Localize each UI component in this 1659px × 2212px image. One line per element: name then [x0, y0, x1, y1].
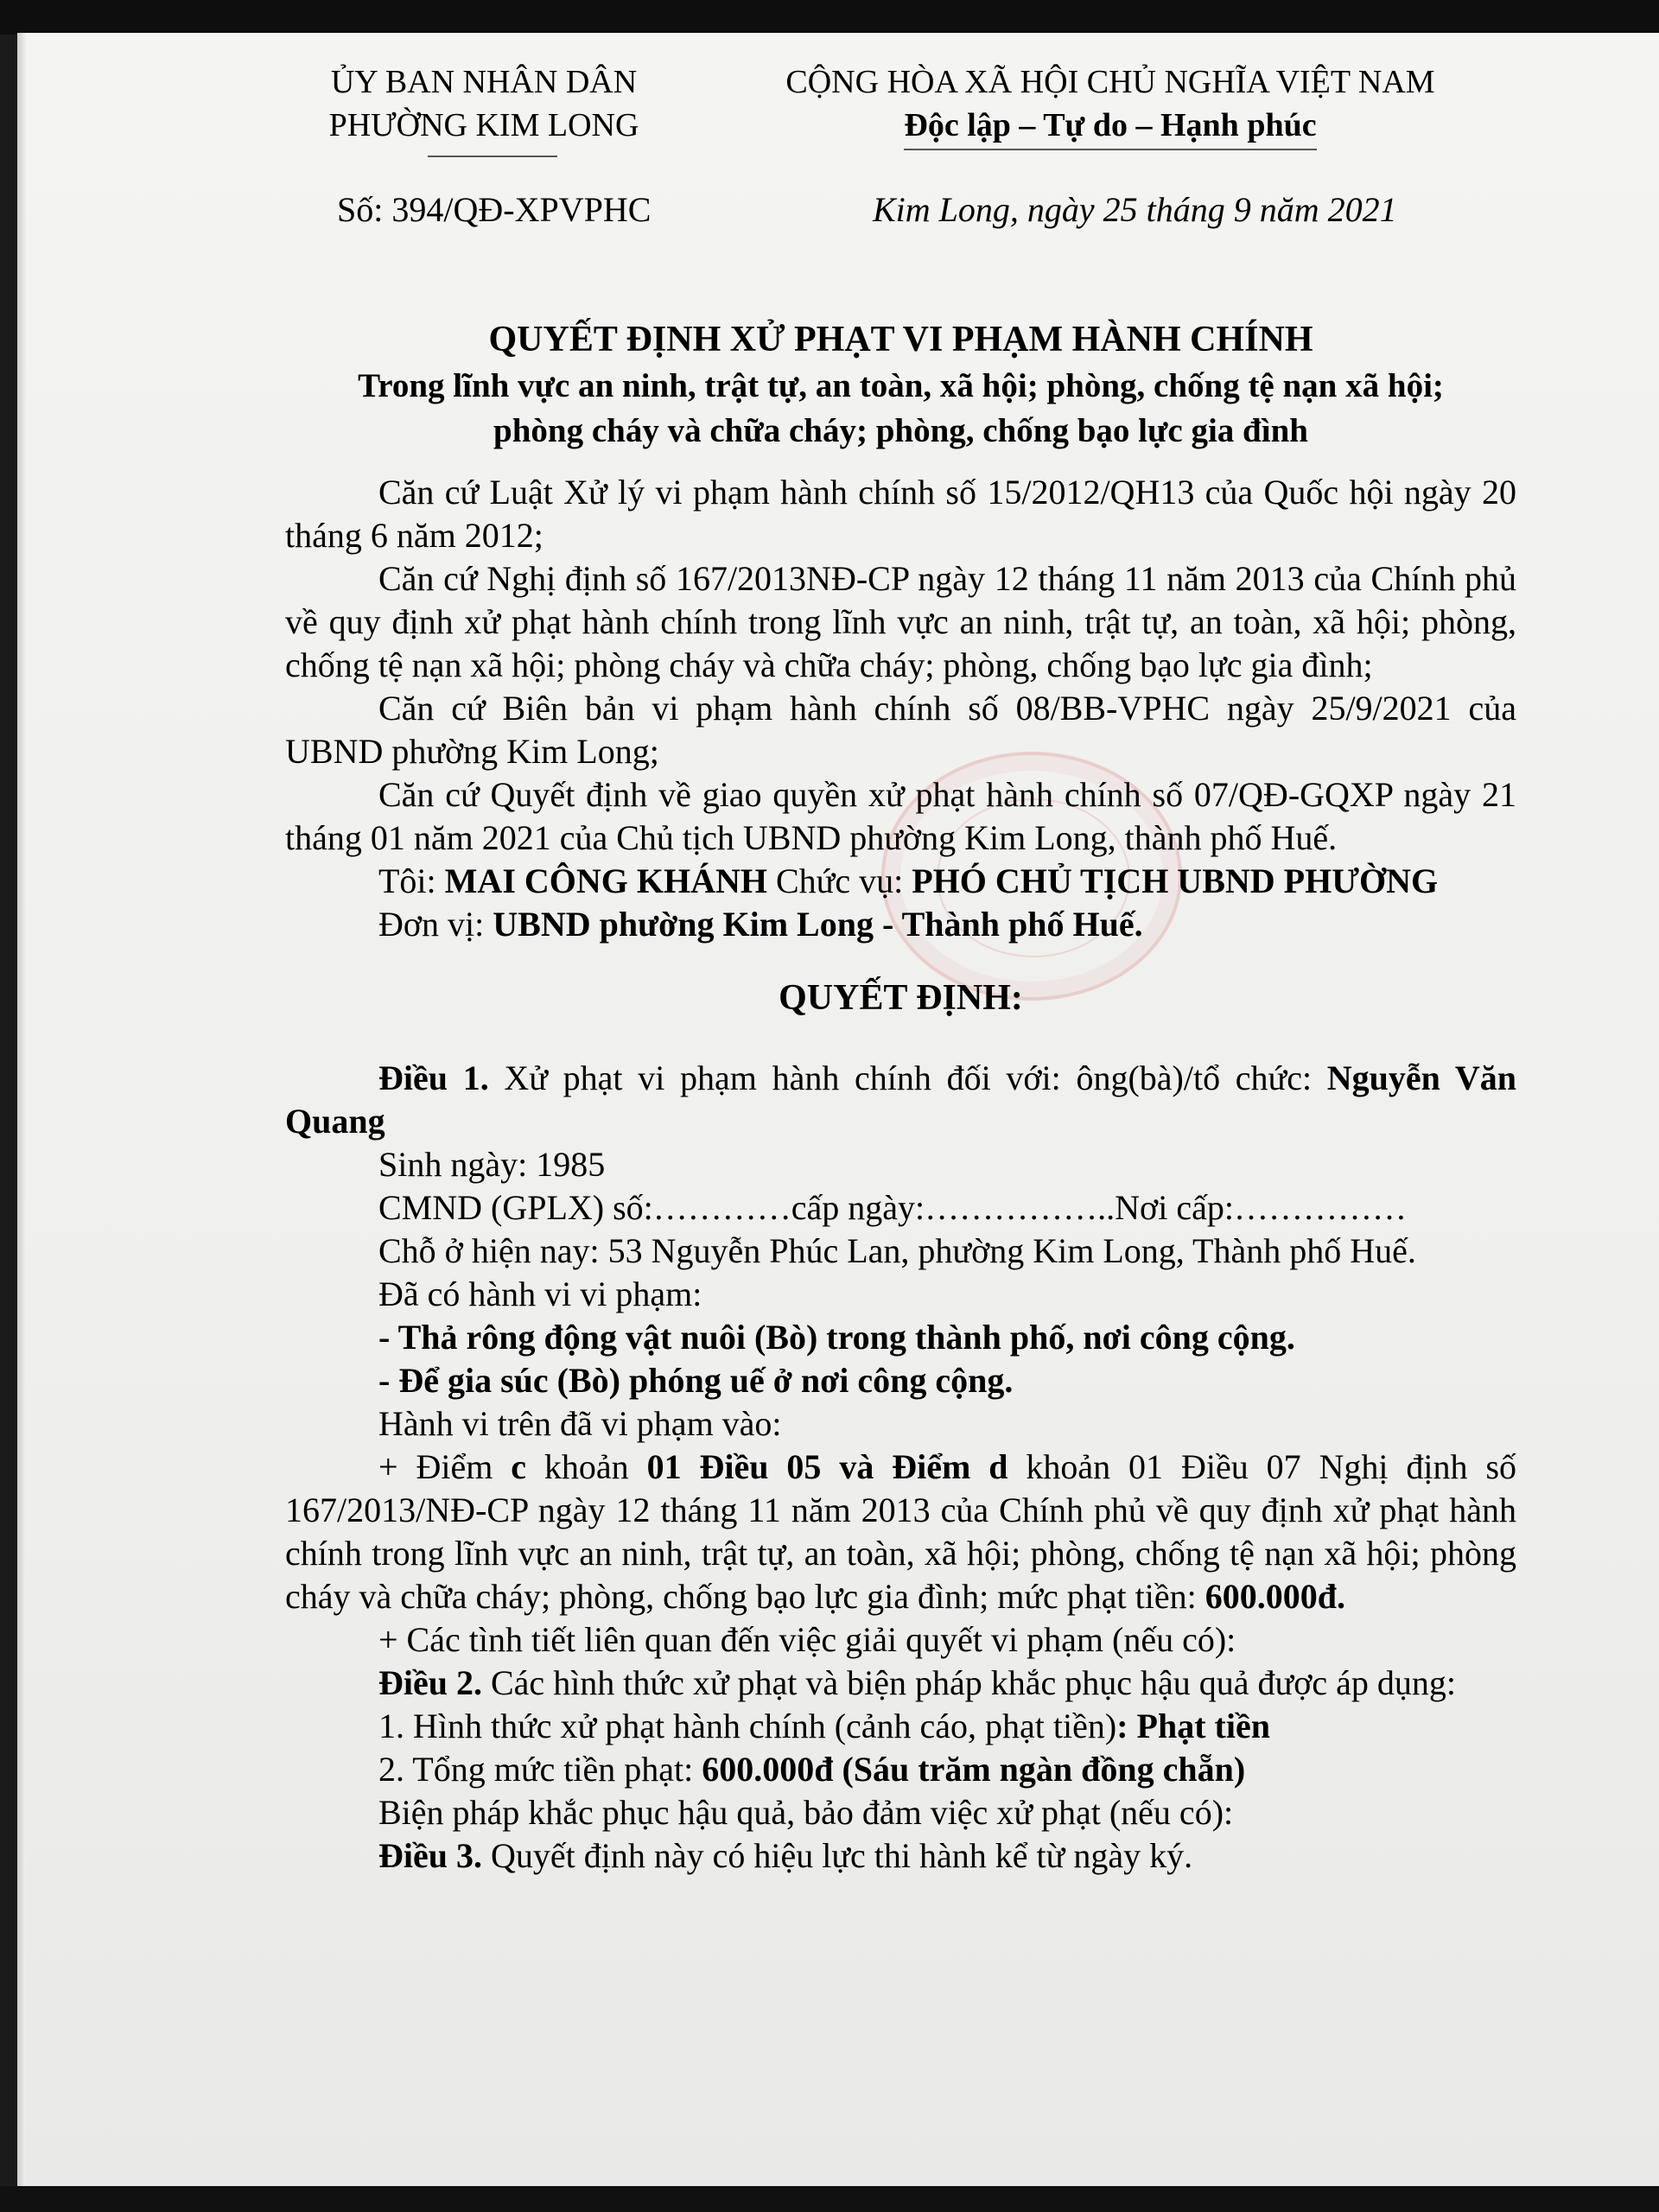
total-fine-label: 2. Tổng mức tiền phạt: [378, 1750, 702, 1789]
article-1-intro [285, 1057, 1516, 1143]
reference-number: Số: 394/QĐ-XPVPHC [337, 190, 652, 229]
legal-provision [285, 1446, 1516, 1618]
document-subtitle-line-1: Trong lĩnh vực an ninh, trật tự, an toàn, xã hội; phòng, chống tệ nạn xã hội; [358, 367, 1444, 404]
article-05-point-d: Điều 05 và Điểm d [699, 1447, 1008, 1486]
document-body [285, 471, 1516, 1878]
article-2-item-1 [285, 1705, 1516, 1748]
place-and-date: Kim Long, ngày 25 tháng 9 năm 2021 [873, 190, 1397, 229]
legal-basis-4: Căn cứ Quyết định về giao quyền xử phạt hành chính số 07/QĐ-GQXP ngày 21 tháng 01 năm 2021 của Chủ tịch UBND phường Kim Long, thành phố Huế. [285, 775, 1516, 857]
article-3-text: Quyết định này có hiệu lực thi hành kể từ ngày ký. [482, 1836, 1193, 1875]
officer-unit: UBND phường Kim Long - Thành phố Huế. [493, 905, 1143, 944]
legal-basis-2: Căn cứ Nghị định số 167/2013NĐ-CP ngày 12 tháng 11 năm 2013 của Chính phủ về quy định xử phạt hành chính trong lĩnh vực an ninh, trật tự, an toàn, xã hội; phòng, chống tệ nạn xã hội; phòng cháy và chữa cháy; phòng, chống bạo lực gia đình; [285, 559, 1516, 684]
article-2-item-2 [285, 1748, 1516, 1791]
national-title: CỘNG HÒA XÃ HỘI CHỦ NGHĨA VIỆT NAM [785, 64, 1435, 100]
national-motto: Độc lập – Tự do – Hạnh phúc [904, 104, 1316, 150]
officer-position: PHÓ CHỦ TỊCH UBND PHƯỜNG [912, 861, 1439, 900]
officer-position-label: Chức vụ: [767, 861, 912, 900]
total-fine-value: 600.000đ (Sáu trăm ngàn đồng chẵn) [702, 1750, 1246, 1789]
legal-prefix: + Điểm [378, 1447, 512, 1486]
violation-item-2: - Để gia súc (Bò) phóng uế ở nơi công cộng. [378, 1361, 1014, 1400]
article-spacer [682, 1447, 700, 1486]
penalty-form-value: : Phạt tiền [1116, 1707, 1270, 1745]
violator-birth: Sinh ngày: 1985 [378, 1145, 606, 1184]
agency-line-1: ỦY BAN NHÂN DÂN [330, 64, 638, 100]
document-title: QUYẾT ĐỊNH XỬ PHẠT VI PHẠM HÀNH CHÍNH [488, 320, 1313, 359]
agency-line-2: PHƯỜNG KIM LONG [328, 107, 639, 143]
top-background-edge [0, 0, 1659, 35]
article-1-text: Xử phạt vi phạm hành chính đối với: ông(bà)/tổ chức: [488, 1058, 1327, 1097]
page-left-edge-shadow [17, 33, 26, 2193]
clause-01: 01 [646, 1447, 682, 1486]
breach-intro: Hành vi trên đã vi phạm vào: [378, 1404, 782, 1443]
violation-item-1: - Thả rông động vật nuôi (Bò) trong thành phố, nơi công cộng. [378, 1318, 1295, 1357]
legal-basis-3: Căn cứ Biên bản vi phạm hành chính số 08/BB-VPHC ngày 25/9/2021 của UBND phường Kim Long; [285, 689, 1516, 771]
article-3 [285, 1834, 1516, 1878]
related-circumstances: + Các tình tiết liên quan đến việc giải quyết vi phạm (nếu có): [378, 1620, 1236, 1659]
officer-unit-line [285, 903, 1516, 946]
penalty-form-label: 1. Hình thức xử phạt hành chính (cảnh cáo, phạt tiền) [378, 1707, 1117, 1745]
bottom-background-edge [0, 2186, 1659, 2212]
officer-line [285, 860, 1516, 903]
article-2 [285, 1662, 1516, 1705]
issuing-agency-header [276, 60, 691, 147]
officer-unit-label: Đơn vị: [378, 905, 493, 944]
decree-reference: khoản 01 Điều 07 Nghị định số 167/2013/NĐ-CP ngày 12 tháng 11 năm 2013 của Chính phủ về quy định xử phạt hành chính trong lĩnh vực an ninh, trật tự, an toàn, xã hội; phòng, chống tệ nạn xã hội; phòng cháy và chữa cháy; phòng, chống bạo lực gia đình; mức phạt tiền: [285, 1447, 1517, 1616]
document-subtitle-line-2: phòng cháy và chữa cháy; phòng, chống bạo lực gia đình [493, 412, 1308, 449]
article-1-label: Điều 1. [378, 1058, 489, 1097]
clause-label: khoản [526, 1447, 647, 1486]
officer-name: MAI CÔNG KHÁNH [444, 861, 767, 900]
article-3-label: Điều 3. [378, 1836, 482, 1875]
violator-name: Nguyễn Văn Quang [285, 1058, 1517, 1141]
document-title-block [285, 315, 1516, 454]
agency-underline [428, 156, 557, 157]
article-2-label: Điều 2. [378, 1663, 482, 1702]
article-2-text: Các hình thức xử phạt và biện pháp khắc phục hậu quả được áp dụng: [482, 1663, 1456, 1702]
point-c: c [511, 1447, 527, 1486]
violator-id-line: CMND (GPLX) số:…………cấp ngày:……………..Nơi cấp:…………… [378, 1188, 1407, 1227]
national-title-header [691, 60, 1529, 150]
fine-amount: 600.000đ. [1205, 1577, 1345, 1616]
remedy-measures: Biện pháp khắc phục hậu quả, bảo đảm việc xử phạt (nếu có): [378, 1793, 1234, 1832]
officer-toi-label: Tôi: [378, 861, 445, 900]
legal-basis-1: Căn cứ Luật Xử lý vi phạm hành chính số 15/2012/QH13 của Quốc hội ngày 20 tháng 6 năm 2012; [285, 473, 1516, 555]
decision-heading: QUYẾT ĐỊNH: [779, 978, 1023, 1018]
violator-address: Chỗ ở hiện nay: 53 Nguyễn Phúc Lan, phường Kim Long, Thành phố Huế. [378, 1231, 1416, 1270]
violation-intro: Đã có hành vi vi phạm: [378, 1274, 702, 1313]
